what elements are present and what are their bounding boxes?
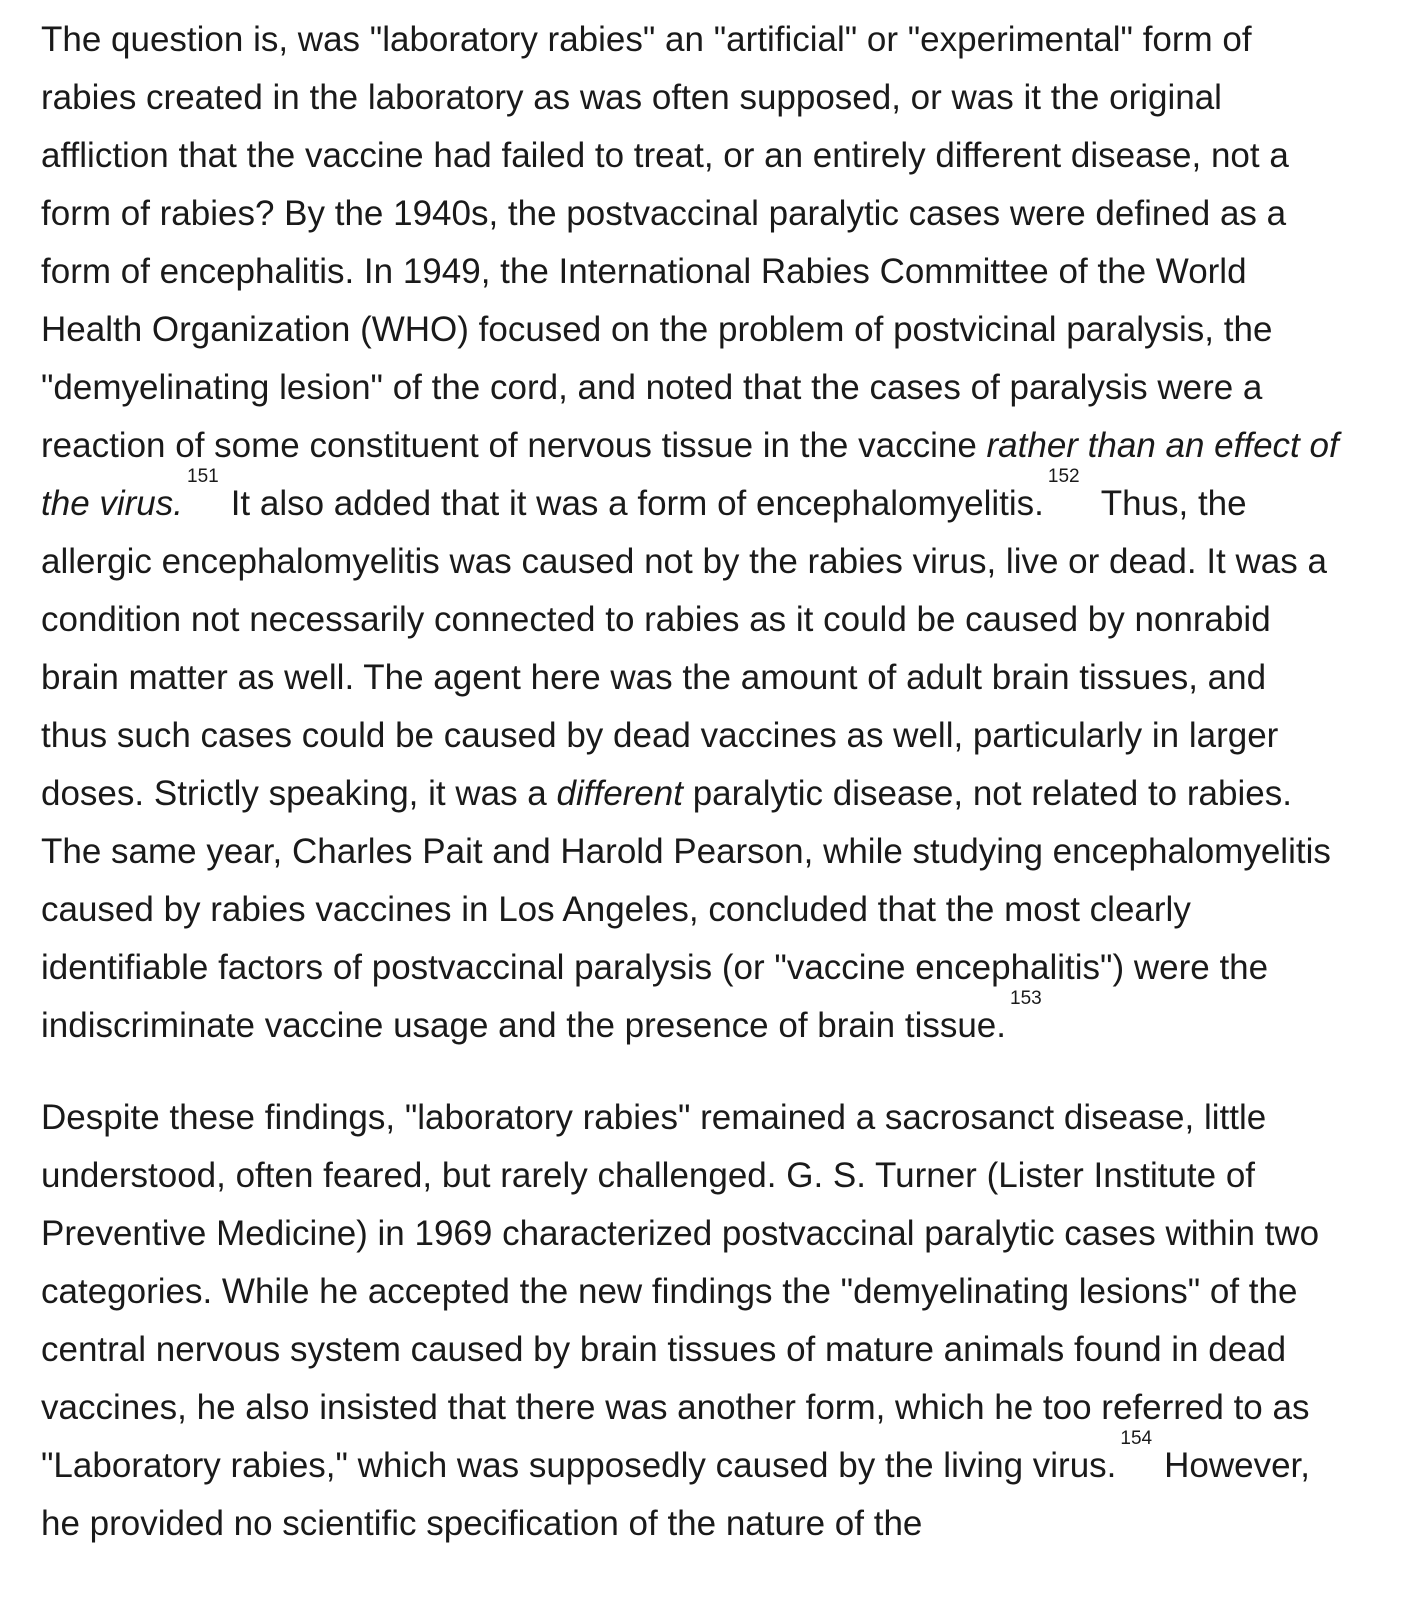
article-body (41, 11, 1341, 1587)
paragraph-text: Despite these findings, "laboratory rabies" remained a sacrosanct disease, little understood, often feared, but rarely challenged. G. S. Turner (Lister Institute of Preventive Medicine) in 1969 characterized postvaccinal paralytic cases within two categories. While he accepted the new findings the "demyelinating lesions" of the central nervous system caused by brain tissues of mature animals found in dead vaccines, he also insisted that there was another form, which he too referred to as "Laboratory rabies," which was supposedly caused by the living virus. (41, 1098, 1320, 1485)
footnote-marker[interactable]: 153 (1010, 988, 1042, 1010)
paragraph-text: It also added that it was a form of encephalomyelitis. (230, 484, 1044, 523)
emphasis-text: different (556, 774, 683, 813)
paragraph-text: The question is, was "laboratory rabies" an "artificial" or "experimental" form of rabies created in the laboratory as was often supposed, or was it the original affliction that the vaccine had failed to treat, or an entirely different disease, not a form of rabies? By the 1940s, the postvaccinal paralytic cases were defined as a form of encephalitis. In 1949, the International Rabies Committee of the World Health Organization (WHO) focused on the problem of postvicinal paralysis, the "demyelinating lesion" of the cord, and noted that the cases of paralysis were a reaction of some constituent of nervous tissue in the vaccine (41, 20, 1289, 465)
paragraph-text: Thus, the allergic encephalomyelitis was caused not by the rabies virus, live or dead. It was a condition not necessarily connected to rabies as it could be caused by nonrabid brain matter as well. The agent here was the amount of adult brain tissues, and thus such cases could be caused by dead vaccines as well, particularly in larger doses. Strictly speaking, it was a (41, 484, 1327, 813)
paragraph (41, 1089, 1341, 1553)
footnote-marker[interactable]: 152 (1047, 466, 1080, 488)
footnote-marker[interactable]: 154 (1120, 1428, 1153, 1450)
bottom-fade (0, 1590, 1422, 1620)
footnote-marker[interactable]: 151 (187, 466, 219, 488)
emphasis-text: rather than an effect of the virus. (41, 426, 1339, 523)
paragraph (41, 11, 1341, 1055)
paragraph-text: paralytic disease, not related to rabies. The same year, Charles Pait and Harold Pearson, while studying encephalomyelitis caused by rabies vaccines in Los Angeles, concluded that the most clearly identifiable factors of postvaccinal paralysis (or "vaccine encephalitis") were the indiscriminate vaccine usage and the presence of brain tissue. (41, 774, 1331, 1045)
paragraph-text: However, he provided no scientific specification of the nature of the (41, 1446, 1311, 1543)
